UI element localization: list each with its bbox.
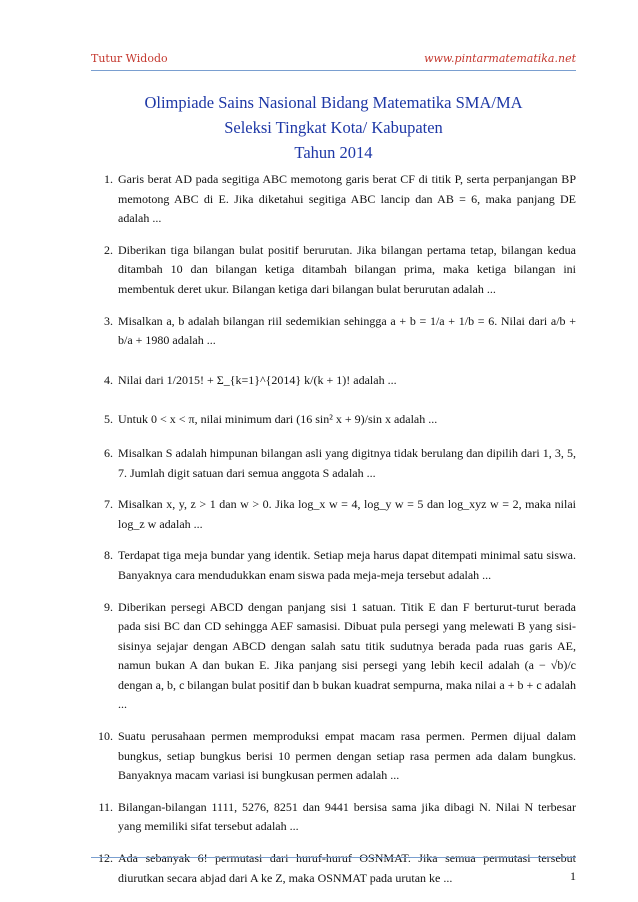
problem-list [91, 170, 576, 888]
problem-number: 8. [104, 548, 113, 563]
problem-item [91, 312, 576, 351]
problem-text: Misalkan a, b adalah bilangan riil sedemikian sehingga a + b = 1/a + 1/b = 6. Nilai dari a/b + b/a + 1980 adalah ... [118, 313, 576, 348]
problem-item [91, 849, 576, 888]
problem-text: Bilangan-bilangan 1111, 5276, 8251 dan 9441 bersisa sama jika dibagi N. Nilai N terbesar yang memiliki sifat tersebut adalah ... [118, 799, 576, 834]
footer-rule [91, 857, 576, 858]
problem-text: Misalkan S adalah himpunan bilangan asli yang digitnya tidak berulang dan dipilih dari 1, 3, 5, 7. Jumlah digit satuan dari semua anggota S adalah ... [118, 445, 576, 480]
problem-text: Diberikan tiga bilangan bulat positif berurutan. Jika bilangan pertama tetap, bilangan kedua ditambah 10 dan bilangan ketiga ditambah bilangan prima, maka ketiga bilangan ini membentuk deret ukur. Bilangan ketiga dari bilangan bulat berurutan adalah ... [118, 242, 576, 296]
title-line-1: Olimpiade Sains Nasional Bidang Matematika SMA/MA [144, 93, 523, 112]
problem-item [91, 371, 576, 391]
header-website: www.pintarmatematika.net [424, 52, 576, 65]
problem-item [91, 410, 576, 430]
problem-number: 7. [104, 497, 113, 512]
title-line-2: Seleksi Tingkat Kota/ Kabupaten [224, 118, 443, 137]
problem-text: Misalkan x, y, z > 1 dan w > 0. Jika log_x w = 4, log_y w = 5 dan log_xyz w = 2, maka nilai log_z w adalah ... [118, 497, 576, 531]
problem-text: Diberikan persegi ABCD dengan panjang sisi 1 satuan. Titik E dan F berturut-turut berada pada sisi BC dan CD sehingga AEF samasisi. Dibuat pula persegi yang melewati B yang sisi-sisinya sejajar dengan ABCD dengan salah satu titik sudutnya berada pada ruas garis AE, namun bukan A dan bukan E. Jika panjang sisi persegi yang lebih kecil adalah (a − √b)/c dengan a, b, c bilangan bulat positif dan b bukan kuadrat sempurna, maka nilai a + b + c adalah ... [118, 599, 576, 712]
problem-text: Garis berat AD pada segitiga ABC memotong garis berat CF di titik P, serta perpanjangan BP memotong ABC di E. Jika diketahui segitiga ABC lancip dan AB = 6, maka panjang DE adalah ... [118, 172, 576, 226]
header-author: Tutur Widodo [91, 52, 168, 65]
document-title [91, 90, 576, 165]
problem-item [91, 598, 576, 716]
problem-item [91, 495, 576, 534]
problem-item [91, 546, 576, 585]
problem-number: 12. [98, 851, 113, 866]
problem-number: 5. [104, 412, 113, 427]
problem-number: 2. [104, 242, 113, 257]
problem-text: Terdapat tiga meja bundar yang identik. Setiap meja harus dapat ditempati minimal satu siswa. Banyaknya cara mendudukkan enam siswa pada meja-meja tersebut adalah ... [118, 548, 576, 582]
problem-number: 11. [98, 799, 113, 814]
problem-item [91, 444, 576, 483]
problem-text: Untuk 0 < x < π, nilai minimum dari (16 sin² x + 9)/sin x adalah ... [118, 412, 438, 427]
problem-text: Nilai dari 1/2015! + Σ_{k=1}^{2014} k/(k + 1)! adalah ... [118, 372, 397, 387]
page-header [91, 52, 576, 68]
problem-item [91, 170, 576, 229]
problem-item [91, 798, 576, 837]
problem-number: 6. [104, 445, 113, 460]
title-line-3: Tahun 2014 [294, 143, 373, 162]
page-number: 1 [570, 869, 576, 883]
problem-number: 1. [104, 172, 113, 186]
problem-text: Ada sebanyak 6! permutasi dari huruf-huruf OSNMAT. Jika semua permutasi tersebut diurutkan secara abjad dari A ke Z, maka OSNMAT pada urutan ke ... [118, 851, 576, 885]
header-rule [91, 70, 576, 71]
problem-number: 9. [104, 599, 113, 614]
problem-number: 3. [104, 313, 113, 328]
problem-item [91, 727, 576, 786]
problem-number: 10. [98, 729, 113, 744]
problem-number: 4. [104, 372, 113, 387]
problem-item [91, 241, 576, 300]
problem-text: Suatu perusahaan permen memproduksi empat macam rasa permen. Permen dijual dalam bungkus, setiap bungkus berisi 10 permen dengan setiap rasa permen ada dalam bungkus. Banyaknya macam variasi isi bungkusan permen adalah ... [118, 729, 576, 783]
